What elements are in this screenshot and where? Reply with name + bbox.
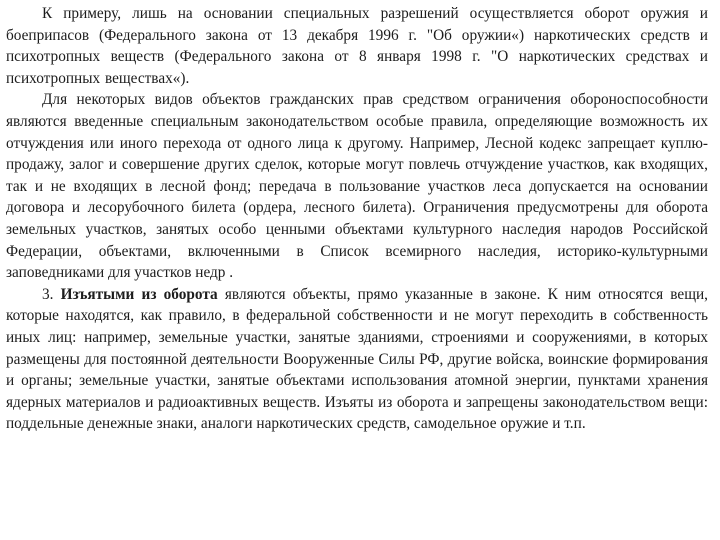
document-body [6,3,708,435]
paragraph-withdrawn-objects-text: являются объекты, прямо указанные в законе. К ним относятся вещи, которые находятся, как правило, в федеральной собственности и не могут переходить в собственность иных лиц: например, земельные участки, занятые зданиями, строениями и сооружениями, в которых размещены для постоянной деятельности Вооруженные Силы РФ, другие войска, воинские формирования и органы; земельные участки, занятые объектами использования атомной энергии, пунктами хранения ядерных материалов и радиоактивных веществ. Изъяты из оборота и запрещены законодательством вещи: поддельные денежные знаки, аналоги наркотических средств, самодельное оружие и т.п. [6,285,709,433]
paragraph-weapons-circulation: К примеру, лишь на основании специальных разрешений осуществляется оборот оружия и боеприпасов (Федерального закона от 13 декабря 1996 г. "Об оружии«) наркотических средств и психотропных веществ (Федерального закона от 8 января 1998 г. "О наркотических средствах и психотропных веществах«). [6,5,708,87]
paragraph-number: 3. [42,285,61,303]
paragraph-alienation-restrictions: Для некоторых видов объектов гражданских прав средством ограничения обороноспособности являются введенные специальным законодательством особые правила, определяющие возможность их отчуждения или иного перехода от одного лица к другому. Например, Лесной кодекс запрещает куплю-продажу, залог и совершение других сделок, которые могут повлечь отчуждение участков, как входящих, так и не входящих в лесной фонд; передача в пользование участков леса допускается на основании договора и лесорубочного билета (ордера, лесного билета). Ограничения предусмотрены для оборота земельных участков, занятых особо ценными объектами культурного наследия народов Российской Федерации, объектами, включенными в Список всемирного наследия, историко-культурными заповедниками для участков недр . [6,91,708,282]
paragraph-withdrawn-objects [6,284,708,435]
bold-term-withdrawn-from-circulation: Изъятыми из оборота [60,285,218,303]
